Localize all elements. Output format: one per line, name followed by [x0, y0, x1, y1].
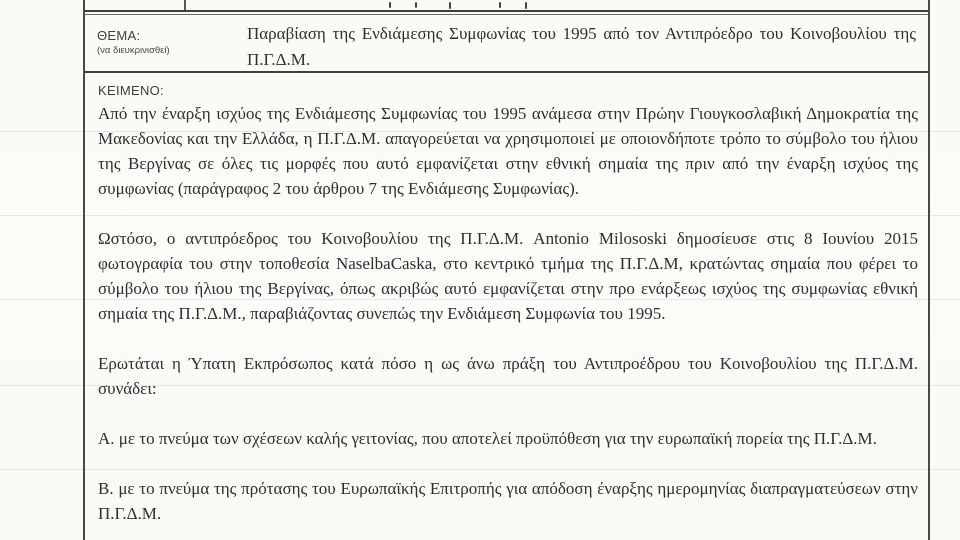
body-paragraph-point-a: Α. με το πνεύμα των σχέσεων καλής γειτονίας, που αποτελεί προϋπόθεση για την ευρωπαϊκή πορεία της Π.Γ.Δ.Μ.	[98, 429, 877, 448]
body-paragraph-intro: Από την έναρξη ισχύος της Ενδιάμεσης Συμφωνίας του 1995 ανάμεσα στην Πρώην Γιουγκοσλαβική Δημοκρατία της Μακεδονίας και την Ελλάδα, η Π.Γ.Δ.Μ. απαγορεύεται να χρησιμοποιεί με οποιονδήποτε τρόπο το σύμβολο του ήλιου της Βεργίνας σε όλες τις μορφές που αυτό εμφανίζεται στην εθνική σημαία της πριν από την έναρξη ισχύος της συμφωνίας (παράγραφος 2 του άρθρου 7 της Ενδιάμεσης Συμφωνίας).	[98, 104, 918, 198]
body-paragraph-question-lead: Ερωτάται η Ύπατη Εκπρόσωπος κατά πόσο η ως άνω πράξη του Αντιπροέδρου του Κοινοβουλίου της Π.Γ.Δ.Μ. συνάδει:	[98, 354, 918, 398]
theme-row	[85, 14, 928, 73]
theme-subject-text: Παραβίαση της Ενδιάμεσης Συμφωνίας του 1995 από τον Αντιπρόεδρο του Κοινοβουλίου της Π.Γ.Δ.Μ.	[247, 24, 916, 69]
body-paragraph-point-b: Β. με το πνεύμα της πρότασης του Ευρωπαϊκής Επιτροπής για απόδοση έναρξης ημερομηνίας διαπραγματεύσεων στην Π.Γ.Δ.Μ.	[98, 479, 918, 523]
theme-label: ΘΕΜΑ:	[97, 28, 141, 43]
body-label: ΚΕΙΜΕΝΟ:	[98, 83, 164, 98]
body-text-row	[85, 73, 928, 526]
cropped-top-row-cell-divider	[184, 0, 186, 10]
cropped-top-row	[85, 0, 928, 12]
theme-label-cell	[97, 20, 247, 71]
question-form-table	[83, 0, 930, 540]
body-paragraph-incident: Ωστόσο, ο αντιπρόεδρος του Κοινοβουλίου της Π.Γ.Δ.Μ. Antonio Milososki δημοσίευσε στις 8 Ιουνίου 2015 φωτογραφία του στην τοποθεσία NaselbaCaska, στο κεντρικό τμήμα της Π.Γ.Δ.Μ, κρατώντας σημαία που φέρει το σύμβολο του ήλιου της Βεργίνας, όπως ακριβώς αυτό εμφανίζεται στην προ ενάρξεως ισχύος της συμφωνίας εθνική σημαία της Π.Γ.Δ.Μ., παραβιάζοντας συνεπώς την Ενδιάμεση Συμφωνία του 1995.	[98, 229, 918, 323]
theme-clarify-note: (να διευκρινισθεί)	[97, 45, 170, 56]
